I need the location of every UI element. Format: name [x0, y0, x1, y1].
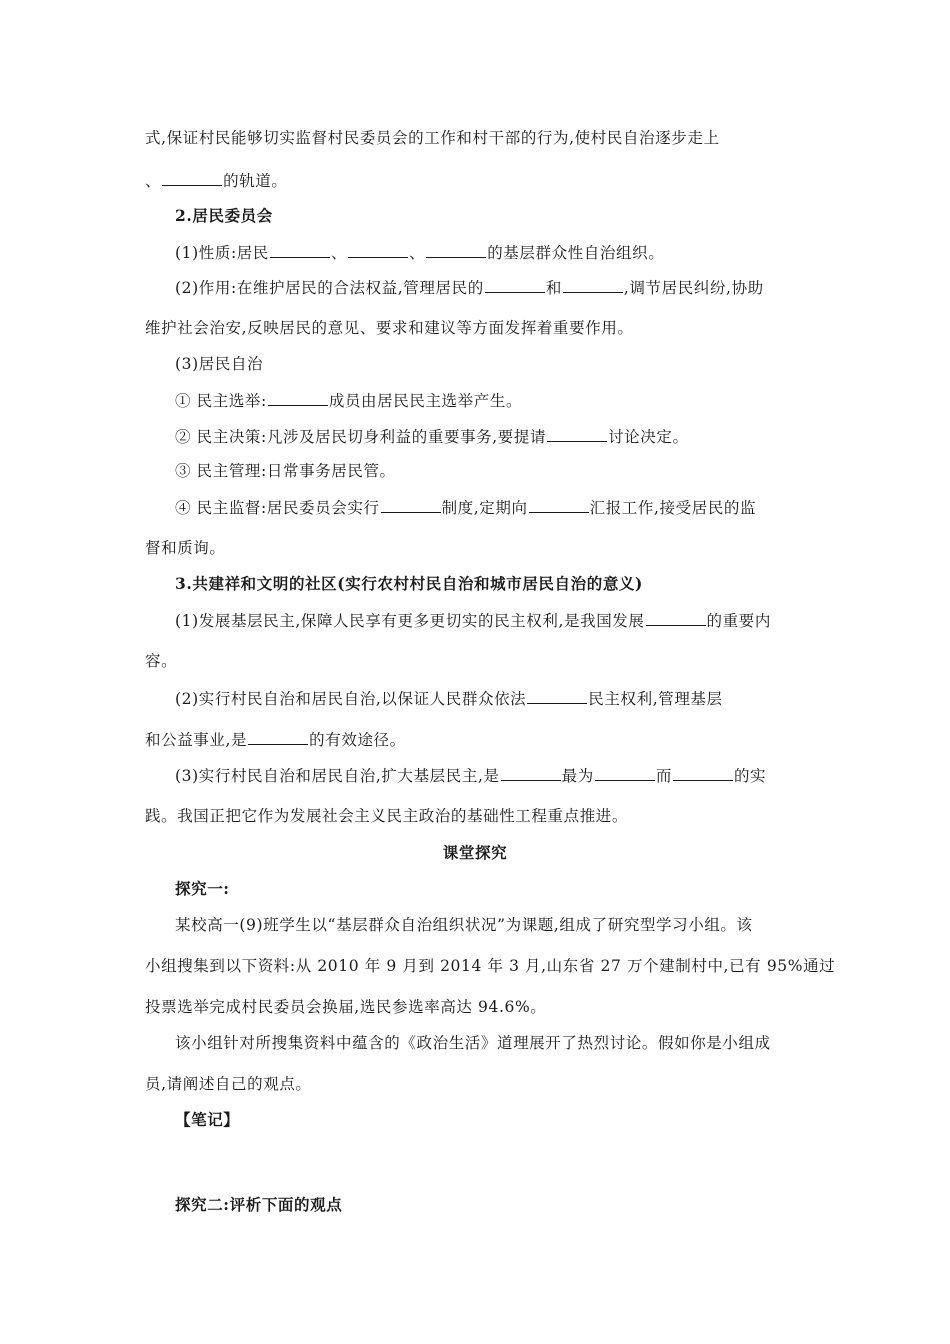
fill-blank[interactable] — [268, 390, 328, 406]
list-item: ① 民主选举: 成员由居民民主选举产生。 — [175, 392, 523, 410]
paragraph-line: 、 的轨道。 — [145, 172, 288, 190]
fill-blank[interactable] — [595, 765, 655, 781]
fill-blank[interactable] — [381, 497, 441, 513]
paragraph-line: 员,请阐述自己的观点。 — [145, 1075, 312, 1093]
paragraph-line: 维护社会治安,反映居民的意见、要求和建议等方面发挥着重要作用。 — [145, 319, 634, 337]
list-item: ③ 民主管理:日常事务居民管。 — [175, 462, 396, 480]
fill-blank[interactable] — [563, 277, 623, 293]
fill-blank[interactable] — [426, 242, 486, 258]
fill-blank[interactable] — [646, 610, 706, 626]
fill-blank[interactable] — [529, 497, 589, 513]
paragraph-line: (1)性质:居民 、 、 的基层群众性自治组织。 — [175, 244, 665, 262]
section-heading: 探究一: — [175, 879, 230, 898]
paragraph-line: 督和质询。 — [145, 539, 226, 557]
fill-blank[interactable] — [527, 688, 587, 704]
paragraph-line: (2)作用:在维护居民的合法权益,管理居民的 和 ,调节居民纠纷,协助 — [175, 279, 764, 297]
paragraph-line: (2)实行村民自治和居民自治,以保证人民群众依法 民主权利,管理基层 — [175, 690, 723, 708]
section-heading: 探究二:评析下面的观点 — [175, 1195, 343, 1214]
section-title: 课堂探究 — [442, 843, 508, 862]
paragraph-line: 某校高一(9)班学生以“基层群众自治组织状况”为课题,组成了研究型学习小组。该 — [175, 916, 753, 934]
paragraph-line: 容。 — [145, 652, 178, 670]
fill-blank[interactable] — [248, 729, 308, 745]
paragraph-line: (3)居民自治 — [175, 355, 264, 373]
list-item: ② 民主决策:凡涉及居民切身利益的重要事务,要提请 讨论决定。 — [175, 428, 689, 446]
fill-blank[interactable] — [162, 170, 222, 186]
paragraph-line: (3)实行村民自治和居民自治,扩大基层民主,是 最为 而 的实 — [175, 767, 767, 785]
fill-blank[interactable] — [485, 277, 545, 293]
fill-blank[interactable] — [270, 242, 330, 258]
fill-blank[interactable] — [348, 242, 408, 258]
paragraph-line: 践。我国正把它作为发展社会主义民主政治的基础性工程重点推进。 — [145, 807, 629, 825]
paragraph-line: 式,保证村民能够切实监督村民委员会的工作和村干部的行为,使村民自治逐步走上 — [145, 129, 720, 147]
section-heading: 3.共建祥和文明的社区(实行农村村民自治和城市居民自治的意义) — [175, 574, 643, 593]
section-heading: 2.居民委员会 — [175, 206, 273, 225]
paragraph-line: 和公益事业,是 的有效途径。 — [145, 731, 406, 749]
fill-blank[interactable] — [547, 426, 607, 442]
fill-blank[interactable] — [673, 765, 733, 781]
paragraph-line: 投票选举完成村民委员会换届,选民参选率高达 94.6%。 — [145, 998, 547, 1016]
note-heading: 【笔记】 — [175, 1110, 240, 1129]
paragraph-line: 小组搜集到以下资料:从 2010 年 9 月到 2014 年 3 月,山东省 27 万个建制村中,已有 95%通过 — [145, 957, 836, 975]
paragraph-line: 该小组针对所搜集资料中蕴含的《政治生活》道理展开了热烈讨论。假如你是小组成 — [175, 1034, 771, 1052]
paragraph-line: (1)发展基层民主,保障人民享有更多更切实的民主权利,是我国发展 的重要内 — [175, 612, 771, 630]
list-item: ④ 民主监督:居民委员会实行 制度,定期向 汇报工作,接受居民的监 — [175, 499, 757, 517]
fill-blank[interactable] — [501, 765, 561, 781]
